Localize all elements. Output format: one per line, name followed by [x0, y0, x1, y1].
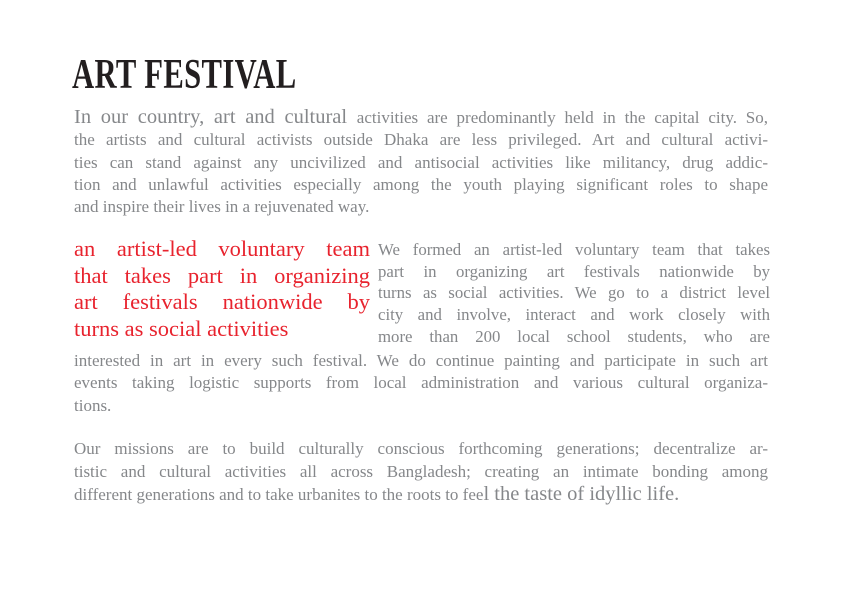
- intro-line: tion and unlawful activities especially among the youth playing significant roles to shape: [74, 174, 768, 194]
- pull-quote-line: an artist-led voluntary team: [74, 236, 370, 261]
- intro-lead-in: In our country, art and cultural: [74, 106, 357, 128]
- body-paragraph-continuation: [74, 350, 768, 417]
- body-line: Our missions are to build culturally conscious forthcoming generations; decentralize ar-: [74, 439, 768, 458]
- body-line: more than 200 local school students, who are: [378, 326, 770, 346]
- intro-line: [74, 106, 768, 129]
- body-line: part in organizing art festivals nationwide by: [378, 261, 770, 281]
- body-line: tions.: [74, 395, 112, 415]
- missions-emphasis: l the taste of idyllic life.: [483, 483, 680, 506]
- body-line: city and involve, interact and work closely with: [378, 305, 770, 325]
- pull-quote-line: that takes part in organizing: [74, 262, 370, 288]
- body-line: [74, 483, 768, 507]
- body-line: events taking logistic supports from local administration and various cultural organiza-: [74, 373, 768, 393]
- body-line: We formed an artist-led voluntary team that takes: [378, 240, 770, 259]
- intro-line: and inspire their lives in a rejuvenated way.: [74, 197, 370, 217]
- intro-paragraph: [74, 106, 768, 218]
- missions-paragraph: [74, 438, 768, 507]
- pull-quote: [74, 236, 370, 342]
- body-line: tistic and cultural activities all across Bangladesh; creating an intimate bonding among: [74, 461, 768, 481]
- body-paragraph-right-column: [378, 239, 770, 348]
- missions-last-line-start: different generations and to take urbanites to the roots to fee: [74, 485, 484, 505]
- pull-quote-line: art festivals nationwide by: [74, 289, 370, 315]
- body-line: turns as social activities. We go to a district level: [378, 283, 770, 303]
- intro-line: the artists and cultural activists outside Dhaka are less privileged. Art and cultural activi-: [74, 130, 768, 150]
- intro-line: ties can stand against any uncivilized and antisocial activities like militancy, drug addic-: [74, 152, 768, 172]
- page-title: ART FESTIVAL: [72, 52, 297, 98]
- intro-line-rest: activities are predominantly held in the capital city. So,: [356, 108, 768, 127]
- pull-quote-line: turns as social activities: [74, 315, 289, 341]
- body-line: interested in art in every such festival. We do continue painting and participate in such art: [74, 351, 768, 370]
